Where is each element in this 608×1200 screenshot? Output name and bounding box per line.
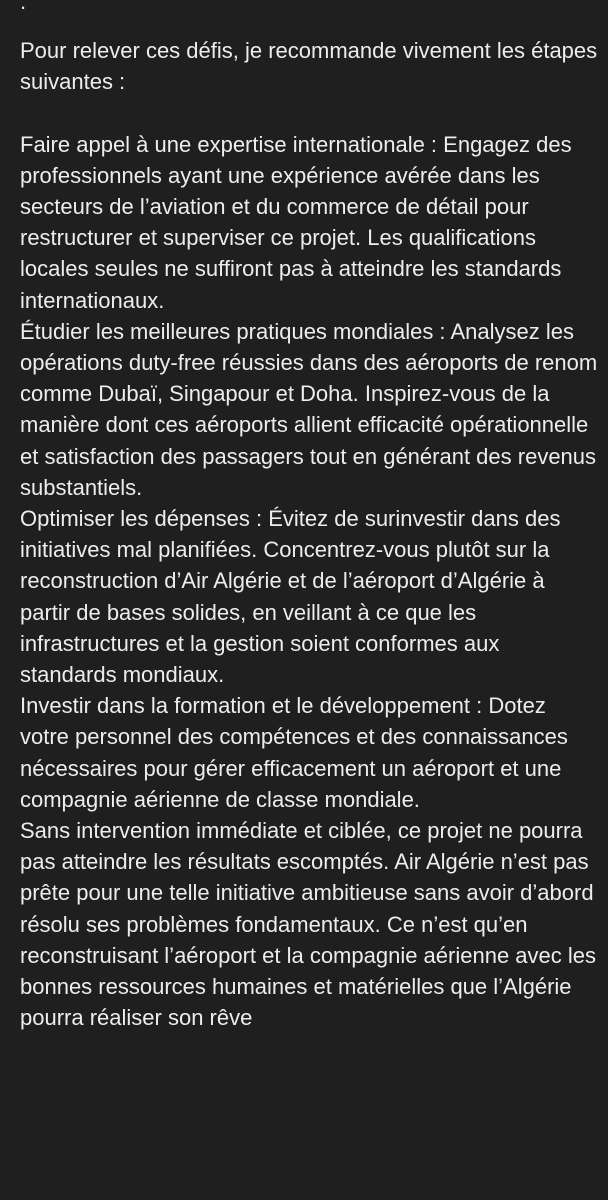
paragraph-conclusion: Sans intervention immédiate et ciblée, ce projet ne pourra pas atteindre les résultats escomptés. Air Algérie n’est pas prête pour une telle initiative ambitieuse sans avoir d’abord résolu ses problèmes fondamentaux. Ce n’est qu’en reconstruisant l’aéroport et la compagnie aérienne avec les bonnes ressources humaines et matérielles que l’Algérie pourra réaliser son rêve: [20, 818, 596, 1031]
document-text: [20, 35, 600, 1033]
intro-paragraph: Pour relever ces défis, je recommande vivement les étapes suivantes :: [20, 38, 598, 95]
previous-line-fragment: .: [20, 0, 27, 14]
paragraph-best-practices: Étudier les meilleures pratiques mondiales : Analysez les opérations duty-free réussies dans des aéroports de renom comme Dubaï, Singapour et Doha. Inspirez-vous de la manière dont ces aéroports allient efficacité opérationnelle et satisfaction des passagers tout en générant des revenus substantiels.: [20, 318, 598, 500]
paragraph-spacer: [20, 97, 600, 128]
paragraph-spending: Optimiser les dépenses : Évitez de surinvestir dans des initiatives mal planifiées. Concentrez-vous plutôt sur la reconstruction d’Air Algérie et de l’aéroport d’Algérie à partir de bases solides, en veillant à ce que les infrastructures et la gestion soient conformes aux standards mondiaux.: [20, 506, 561, 688]
paragraph-training: Investir dans la formation et le développement : Dotez votre personnel des compétences et des connaissances nécessaires pour gérer efficacement un aéroport et une compagnie aérienne de classe mondiale.: [20, 693, 568, 812]
paragraph-expertise: Faire appel à une expertise internationale : Engagez des professionnels ayant une expérience avérée dans les secteurs de l’aviation et du commerce de détail pour restructurer et superviser ce projet. Les qualifications locales seules ne suffiront pas à atteindre les standards internationaux.: [20, 131, 572, 313]
